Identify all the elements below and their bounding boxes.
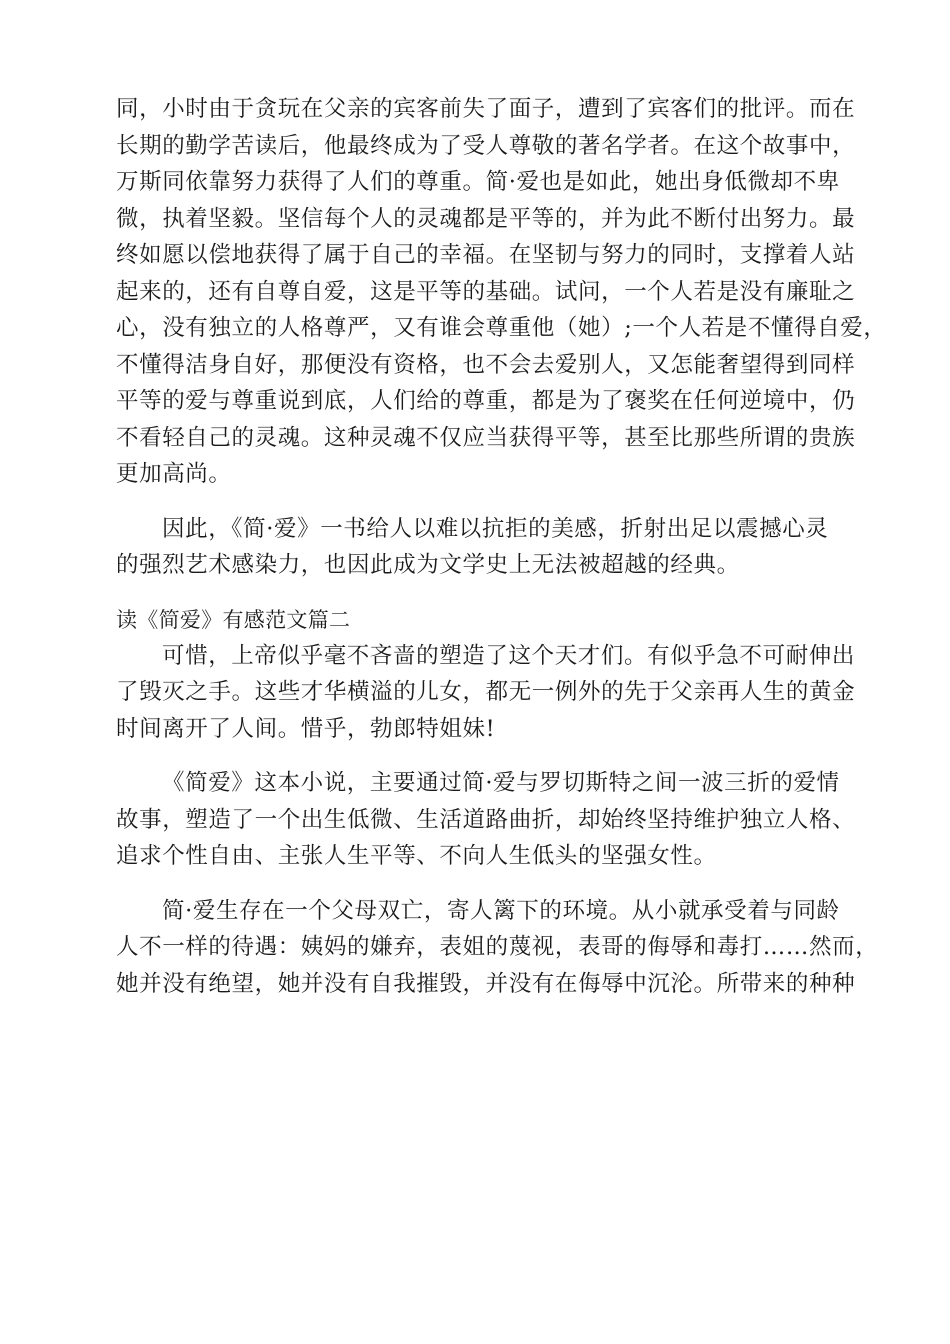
paragraph-novel-summary: [116, 765, 856, 875]
text-line: 微，执着坚毅。坚信每个人的灵魂都是平等的，并为此不断付出努力。最: [116, 205, 856, 232]
text-line: 平等的爱与尊重说到底，人们给的尊重，都是为了褒奖在任何逆境中，仍: [116, 388, 856, 414]
text-line: 同，小时由于贪玩在父亲的宾客前失了面子，遭到了宾客们的批评。而在: [116, 96, 856, 122]
document-body: [116, 91, 887, 1002]
text-line: 故事，塑造了一个出生低微、生活道路曲折，却始终坚持维护独立人格、: [116, 806, 856, 833]
paragraph-conclusion: [116, 511, 846, 584]
text-line: 万斯同依靠努力获得了人们的尊重。简·爱也是如此，她出身低微却不卑: [116, 169, 840, 195]
text-line: 可惜，上帝似乎毫不吝啬的塑造了这个天才们。有似乎急不可耐伸出: [162, 642, 856, 669]
text-line: 时间离开了人间。惜乎，勃郎特姐妹!: [116, 715, 496, 742]
text-line: 长期的勤学苦读后，他最终成为了受人尊敬的著名学者。在这个故事中，: [116, 132, 856, 159]
text-line: 起来的，还有自尊自爱，这是平等的基础。试问，一个人若是没有廉耻之: [116, 278, 856, 305]
text-line: 了毁灭之手。这些才华横溢的儿女，都无一例外的先于父亲再人生的黄金: [116, 679, 856, 705]
text-line: 的强烈艺术感染力，也因此成为文学史上无法被超越的经典。: [116, 552, 740, 578]
paragraph-continued: [116, 91, 887, 493]
text-line: 人不一样的待遇：姨妈的嫌弃，表姐的蔑视，表哥的侮辱和毒打……然而，: [116, 934, 879, 960]
text-line: 不懂得洁身自好，那便没有资格，也不会去爱别人，又怎能奢望得到同样: [116, 351, 856, 378]
text-line: 更加高尚。: [116, 461, 232, 487]
paragraph-spacer: [116, 493, 846, 511]
text-line: 心，没有独立的人格尊严，又有谁会尊重他（她）;一个人若是不懂得自爱，: [116, 315, 887, 341]
text-line: 不看轻自己的灵魂。这种灵魂不仅应当获得平等，甚至比那些所谓的贵族: [116, 424, 856, 451]
paragraph-jane-childhood: [116, 893, 879, 1003]
text-line: 追求个性自由、主张人生平等、不向人生低头的坚强女性。: [116, 843, 717, 869]
paragraph-spacer: [116, 584, 846, 602]
text-line: 她并没有绝望，她并没有自我摧毁，并没有在侮辱中沉沦。所带来的种种: [116, 970, 856, 997]
paragraph-spacer: [116, 875, 846, 893]
paragraph-spacer: [116, 747, 846, 765]
paragraph-pity: [116, 638, 856, 748]
text-line: 终如愿以偿地获得了属于自己的幸福。在坚韧与努力的同时，支撑着人站: [116, 242, 856, 268]
section-heading: 读《简爱》有感范文篇二: [116, 607, 351, 632]
text-line: 简·爱生存在一个父母双亡，寄人篱下的环境。从小就承受着与同龄: [162, 897, 840, 924]
text-line: 因此，《简·爱》一书给人以难以抗拒的美感，折射出足以震撼心灵: [162, 515, 829, 542]
text-line: 《简爱》这本小说，主要通过简·爱与罗切斯特之间一波三折的爱情: [162, 770, 840, 796]
